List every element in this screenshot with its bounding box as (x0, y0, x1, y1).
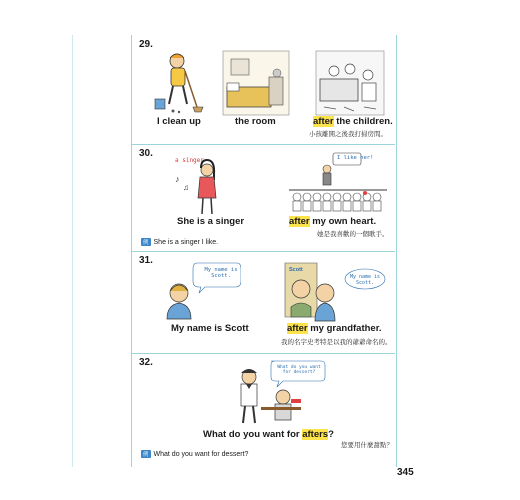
example-tag: 例 (143, 452, 149, 458)
side-guide-line (72, 35, 133, 467)
highlighted-word: after (289, 216, 310, 227)
caption-1: She is a singer (177, 216, 245, 227)
speech-bubble-dessert: What do you want for dessert? (277, 365, 321, 375)
example-text: What do you want for dessert? (153, 450, 249, 458)
item-number: 29. (139, 39, 153, 50)
caption-pre: What do you want for (203, 429, 303, 440)
caption-1: I clean up (157, 116, 201, 127)
caption (203, 429, 334, 440)
svg-text:♫: ♫ (183, 183, 189, 192)
svg-text:♪: ♪ (175, 174, 180, 184)
caption-2: the room (235, 116, 276, 127)
caption-2 (287, 323, 382, 334)
item-30 (131, 144, 395, 252)
item-number: 31. (139, 255, 153, 266)
example-note (141, 238, 218, 246)
example-tag: 例 (143, 240, 149, 246)
chinese-translation: 她是我喜歡的一個歌手。 (317, 230, 389, 238)
caption-3 (313, 116, 393, 127)
highlighted-word: after (313, 116, 334, 127)
chinese-translation: 我的名字史考特是以我的爺爺命名的。 (281, 338, 392, 346)
speech-bubble-i-like-her: I like her! (337, 155, 374, 161)
caption-2 (289, 216, 376, 227)
caption-2-rest: my own heart. (309, 216, 377, 227)
caption-3-rest: the children. (333, 116, 393, 127)
caption-2-rest: my grandfather. (307, 323, 382, 334)
highlighted-word: after (287, 323, 308, 334)
example-note (141, 450, 248, 458)
item-31 (131, 251, 395, 354)
speech-bubble-1: My name is Scott. (204, 267, 238, 279)
speech-label-a-singer: a singer (175, 157, 204, 164)
item-number: 30. (139, 148, 153, 159)
chinese-translation: 小孩離開之後我打掃房間。 (309, 130, 387, 138)
page-number: 345 (397, 467, 414, 478)
speech-bubble-2: My name is Scott. (349, 274, 381, 286)
messy-room-illustration (221, 49, 291, 117)
caption-post: ? (328, 429, 334, 440)
item-number: 32. (139, 357, 153, 368)
boy-sweeping-illustration (149, 49, 211, 115)
children-playing-illustration (314, 49, 386, 117)
example-text: She is a singer I like. (153, 238, 219, 246)
woman-singing-illustration (171, 150, 235, 216)
item-32 (131, 353, 395, 467)
chinese-translation: 您要用什麼甜點？ (341, 441, 393, 449)
highlighted-word: afters (302, 429, 329, 440)
item-29 (131, 35, 395, 145)
portrait-nameplate: Scott (289, 267, 303, 273)
caption-1: My name is Scott (171, 323, 249, 334)
